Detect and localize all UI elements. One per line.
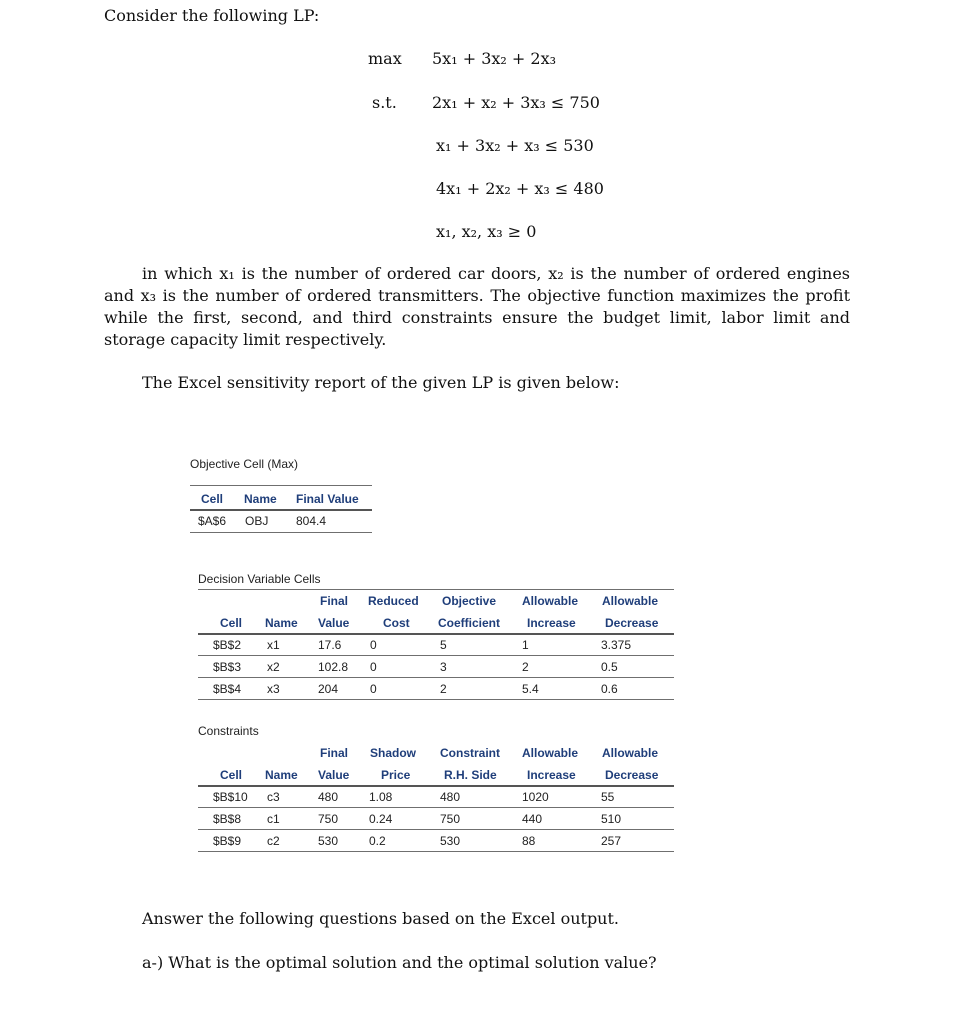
table-cell: 510 [601, 812, 622, 826]
header-coefficient: Coefficient [438, 616, 501, 630]
table-cell: 17.6 [318, 638, 342, 652]
divider [198, 851, 674, 852]
table-cell: 0 [370, 660, 377, 674]
table-cell: c1 [267, 812, 280, 826]
table-cell: 480 [440, 790, 461, 804]
table-cell: 5 [440, 638, 447, 652]
table-cell: 257 [601, 834, 622, 848]
objective-function: 5x₁ + 3x₂ + 2x₃ [432, 49, 557, 68]
table-cell: 1 [522, 638, 529, 652]
objective-cell-value: 804.4 [296, 514, 327, 528]
table-cell: x2 [267, 660, 280, 674]
header-allowable-dec: Allowable [602, 746, 659, 760]
table-cell: x1 [267, 638, 280, 652]
table-cell: 2 [522, 660, 529, 674]
constraint-1: 2x₁ + x₂ + 3x₃ ≤ 750 [432, 93, 600, 112]
header-increase: Increase [527, 768, 576, 782]
header-name: Name [265, 768, 298, 782]
header-allowable-inc: Allowable [522, 746, 579, 760]
table-cell: c3 [267, 790, 280, 804]
table-cell: 1.08 [369, 790, 393, 804]
table-cell: 88 [522, 834, 536, 848]
table-cell: x3 [267, 682, 280, 696]
header-constraint: Constraint [440, 746, 500, 760]
header-decrease: Decrease [605, 768, 659, 782]
header-increase: Increase [527, 616, 576, 630]
header-price: Price [381, 768, 411, 782]
header-rh-side: R.H. Side [444, 768, 497, 782]
divider [198, 589, 674, 590]
divider [198, 677, 674, 678]
st-label: s.t. [372, 93, 397, 112]
divider [198, 655, 674, 656]
header-cell: Cell [220, 616, 243, 630]
table-cell: $B$2 [213, 638, 242, 652]
answer-intro: Answer the following questions based on the Excel output. [142, 909, 619, 928]
divider [190, 485, 372, 486]
table-cell: 55 [601, 790, 615, 804]
divider [198, 699, 674, 700]
table-cell: 0 [370, 638, 377, 652]
table-cell: 480 [318, 790, 339, 804]
divider [198, 829, 674, 830]
nonnegativity: x₁, x₂, x₃ ≥ 0 [436, 222, 537, 241]
table-cell: 2 [440, 682, 447, 696]
header-reduced: Reduced [368, 594, 419, 608]
table-cell: c2 [267, 834, 280, 848]
table-cell: 440 [522, 812, 543, 826]
constraints-title: Constraints [198, 724, 259, 738]
constraint-3: 4x₁ + 2x₂ + x₃ ≤ 480 [436, 179, 604, 198]
report-intro: The Excel sensitivity report of the given LP is given below: [142, 373, 620, 392]
table-cell: $B$8 [213, 812, 242, 826]
divider [190, 509, 372, 511]
table-cell: 750 [440, 812, 461, 826]
divider [198, 785, 674, 787]
header-allowable-inc: Allowable [522, 594, 579, 608]
table-cell: $B$4 [213, 682, 242, 696]
divider [198, 807, 674, 808]
table-cell: $B$3 [213, 660, 242, 674]
header-decrease: Decrease [605, 616, 659, 630]
header-final: Final [320, 746, 349, 760]
objective-cell-ref: $A$6 [198, 514, 227, 528]
table-cell: 530 [318, 834, 339, 848]
max-label: max [368, 49, 402, 68]
header-cell: Cell [220, 768, 243, 782]
header-final: Final [320, 594, 349, 608]
table-cell: 0.5 [601, 660, 618, 674]
intro-text: Consider the following LP: [104, 6, 320, 25]
header-value: Value [318, 768, 350, 782]
table-cell: $B$10 [213, 790, 248, 804]
table-cell: 0.2 [369, 834, 386, 848]
table-cell: 5.4 [522, 682, 539, 696]
header-cell: Cell [201, 492, 224, 506]
description-paragraph: in which x₁ is the number of ordered car doors, x₂ is the number of ordered engines and x₃ is the number of ordered transmitters. The objective function maximizes the profit while the first, second, and third constraints ensure the budget limit, labor limit and storage capacity limit respectively. [104, 264, 850, 349]
table-cell: 0 [370, 682, 377, 696]
table-cell: 1020 [522, 790, 549, 804]
table-cell: 0.24 [369, 812, 393, 826]
table-cell: 0.6 [601, 682, 618, 696]
constraint-2: x₁ + 3x₂ + x₃ ≤ 530 [436, 136, 594, 155]
table-cell: 3.375 [601, 638, 632, 652]
decision-variable-title: Decision Variable Cells [198, 572, 321, 586]
header-final-value: Final Value [296, 492, 359, 506]
table-cell: 530 [440, 834, 461, 848]
header-objective: Objective [442, 594, 497, 608]
header-name: Name [244, 492, 277, 506]
header-name: Name [265, 616, 298, 630]
divider [198, 633, 674, 635]
question-a: a-) What is the optimal solution and the optimal solution value? [142, 953, 657, 972]
objective-cell-name: OBJ [245, 514, 269, 528]
header-value: Value [318, 616, 350, 630]
table-cell: 3 [440, 660, 447, 674]
header-cost: Cost [383, 616, 410, 630]
table-cell: $B$9 [213, 834, 242, 848]
header-shadow: Shadow [370, 746, 417, 760]
table-cell: 102.8 [318, 660, 349, 674]
objective-cell-title: Objective Cell (Max) [190, 457, 299, 471]
table-cell: 204 [318, 682, 339, 696]
header-allowable-dec: Allowable [602, 594, 659, 608]
table-cell: 750 [318, 812, 339, 826]
divider [190, 532, 372, 533]
